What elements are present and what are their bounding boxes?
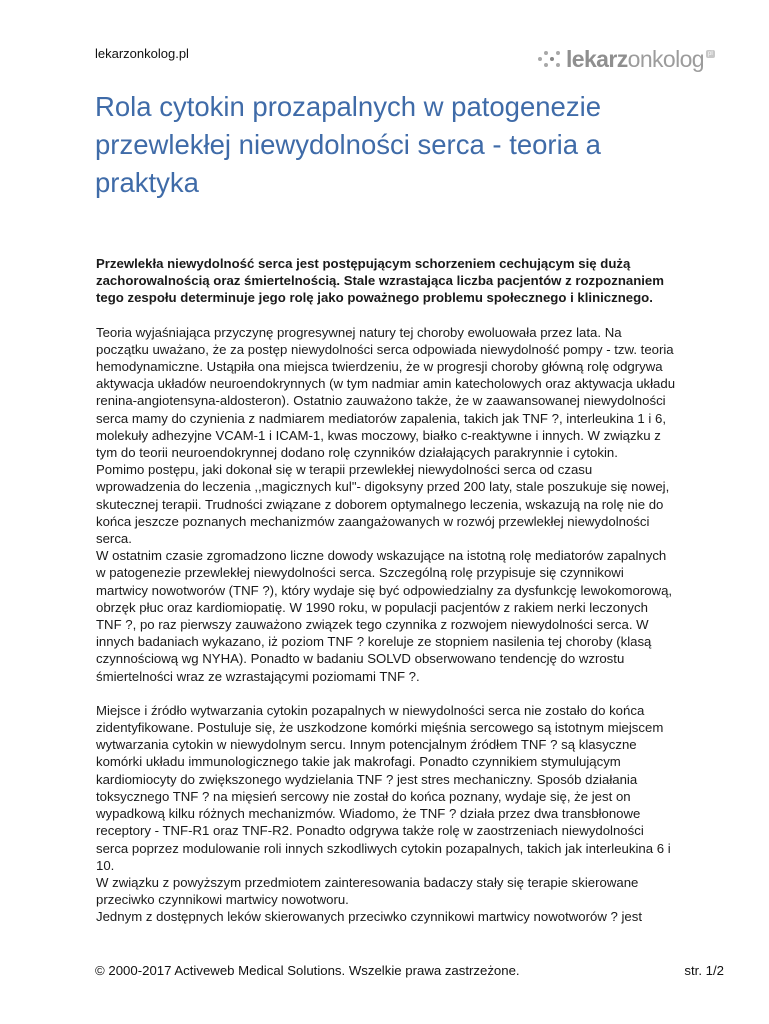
article-paragraph-1: Teoria wyjaśniająca przyczynę progresywnej natury tej choroby ewoluowała przez lata. Na początku uważano, że za postęp niewydolności serca odpowiada niewydolność pompy - tzw. teoria hemodynamiczne. Ustąpiła ona miejsca twierdzeniu, że w progresji choroby główną rolę odgrywa aktywacja układów neuroendokrynnych (w tym nadmiar amin katecholowych oraz aktywacja układu renina-angiotensyna-aldosteron). Ostatnio zauważono także, że w zaawansowanej niewydolności serca mamy do czynienia z nadmiarem mediatorów zapalenia, takich jak TNF ?, interleukina 1 i 6, molekuły adhezyjne VCAM-1 i ICAM-1, kwas moczowy, białko c-reaktywne i innych. W związku z tym do teorii neuroendokrynnej dodano rolę czynników działających parakrynnie i cytokin. Pomimo postępu, jaki dokonał się w terapii przewlekłej niewydolności serca od czasu wprowadzenia do leczenia ,,magicznych kul"- digoksyny przed 200 laty, stale poszukuje się nowej, skutecznej terapii. Trudności związane z doborem optymalnego leczenia, wskazują na rolę nie do końca jeszcze poznanych mechanizmów zaangażowanych w rozwój przewlekłej niewydolności serca. W ostatnim czasie zgromadzono liczne dowody wskazujące na istotną rolę mediatorów zapalnych w patogenezie przewlekłej niewydolności serca. Szczególną rolę przypisuje się czynnikowi martwicy nowotworów (TNF ?), który wydaje się być odpowiedzialny za dysfunkcję lewokomorową, obrzęk płuc oraz kardiomiopatię. W 1990 roku, w populacji pacjentów z rakiem nerki leczonych TNF ?, po raz pierwszy zauważono związek tego czynnika z rozwojem niewydolności serca. W innych badaniach wykazano, iż poziom TNF ? koreluje ze stopniem nasilenia tej choroby (klasą czynnościową wg NYHA). Ponadto w badaniu SOLVD obserwowano tendencję do wzrostu śmiertelności wraz ze wzrastającymi poziomami TNF ?.: [96, 324, 676, 684]
logo-dots-icon: [538, 49, 562, 69]
logo-text: [566, 45, 704, 72]
paragraph-spacer: [96, 685, 726, 702]
site-logo[interactable]: [538, 44, 728, 74]
logo-text-light: onkolog: [627, 45, 704, 72]
site-name: lekarzonkolog.pl: [95, 46, 189, 61]
footer-page-number: str. 1/2: [684, 963, 724, 978]
article-lead: Przewlekła niewydolność serca jest postępującym schorzeniem cechującym się dużą zachorowalnością oraz śmiertelnością. Stale wzrastająca liczba pacjentów z rozpoznaniem tego zespołu determinuje jego rolę jako poważnego problemu społecznego i klinicznego.: [96, 256, 664, 306]
logo-text-bold: lekarz: [566, 45, 628, 72]
logo-badge: pl: [708, 51, 713, 57]
article-paragraph-2: Miejsce i źródło wytwarzania cytokin pozapalnych w niewydolności serca nie zostało do końca zidentyfikowane. Postuluje się, że uszkodzone komórki mięśnia sercowego są istotnym miejscem wytwarzania cytokin w niewydolnym sercu. Innym potencjalnym źródłem TNF ? są klasyczne komórki układu immunologicznego takie jak makrofagi. Ponadto czynnikiem stymulującym kardiomiocyty do zwiększonego wydzielania TNF ? jest stres mechaniczny. Sposób działania toksycznego TNF ? na mięsień sercowy nie został do końca poznany, wydaje się, że jest on wypadkową kilku różnych mechanizmów. Wiadomo, że TNF ? działa przez dwa transbłonowe receptory - TNF-R1 oraz TNF-R2. Ponadto odgrywa także rolę w zaostrzeniach niewydolności serca poprzez modulowanie roli innych szkodliwych cytokin pozapalnych, takich jak interleukina 6 i 10. W związku z powyższym przedmiotem zainteresowania badaczy stały się terapie skierowane przeciwko czynnikowi martwicy nowotworu. Jednym z dostępnych leków skierowanych przeciwko czynnikowi martwicy nowotworów ? jest: [96, 702, 671, 925]
footer-copyright: © 2000-2017 Activeweb Medical Solutions. Wszelkie prawa zastrzeżone.: [95, 963, 520, 978]
article-body: [96, 255, 726, 926]
article-title: Rola cytokin prozapalnych w patogenezie przewlekłej niewydolności serca - teoria a praktyka: [95, 91, 601, 198]
paragraph-spacer: [96, 307, 726, 324]
